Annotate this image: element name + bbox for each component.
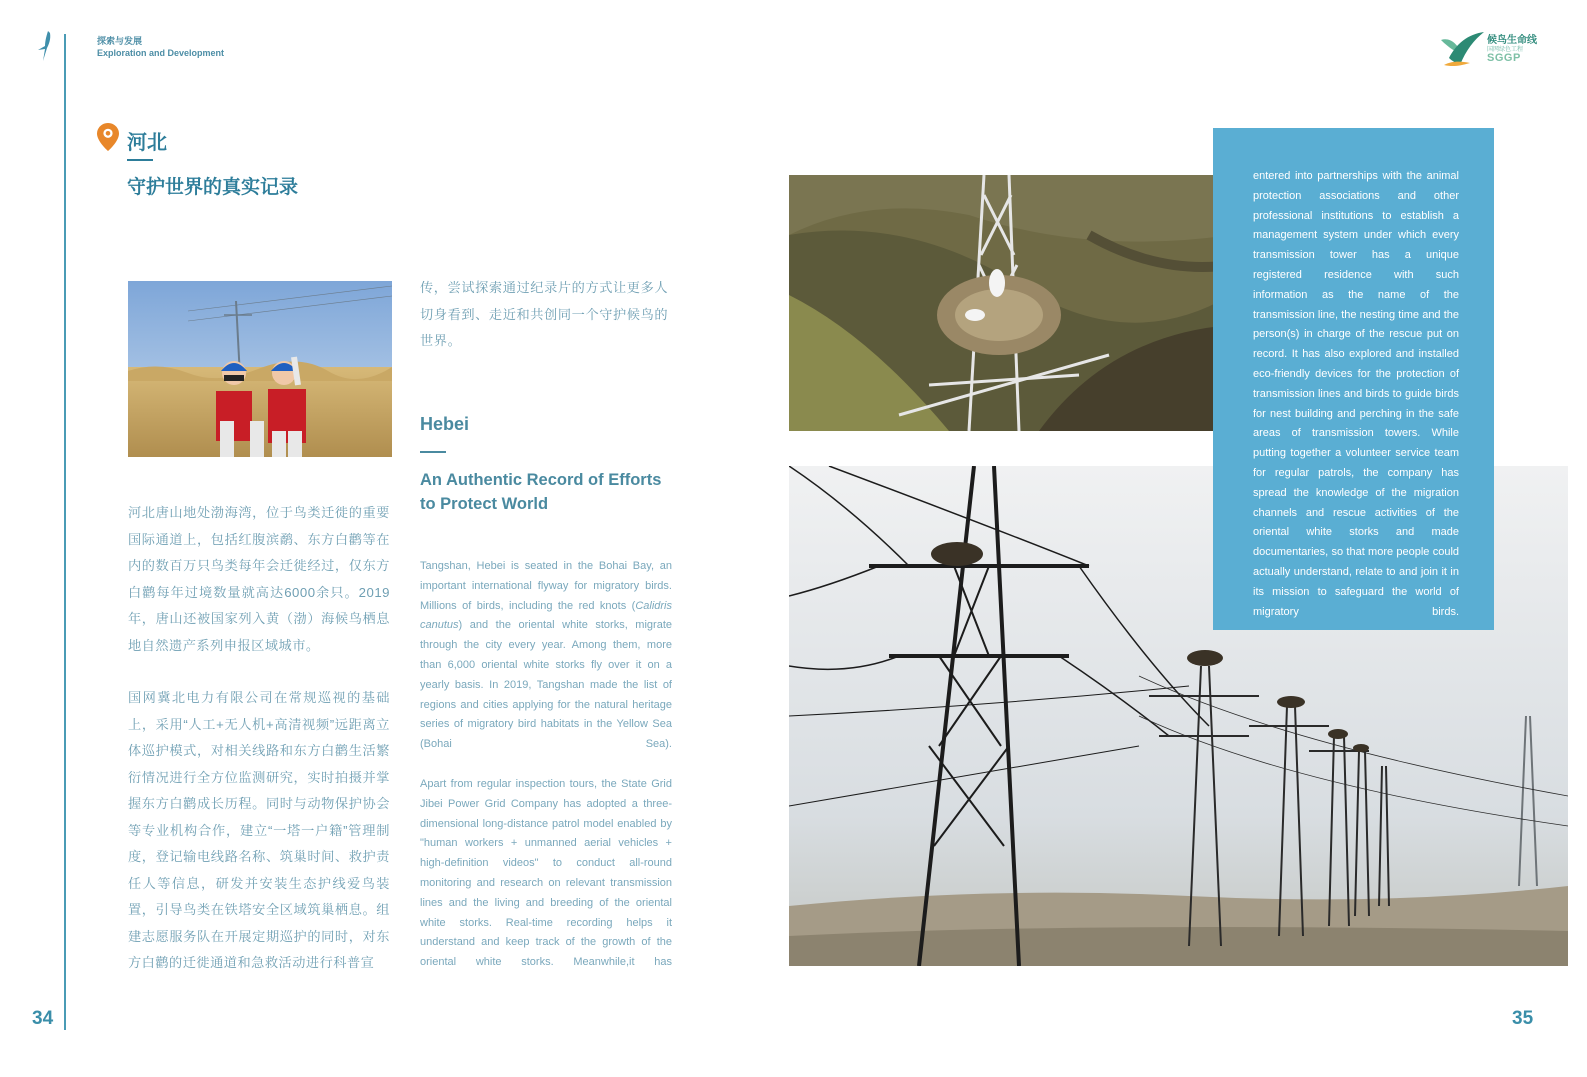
photo-workers-with-binoculars	[128, 281, 392, 457]
location-pin-icon	[96, 122, 120, 152]
logo-name-cn: 候鸟生命线	[1487, 35, 1537, 46]
paragraph-en-1-part-a: Tangshan, Hebei is seated in the Bohai Bay, an important international flyway for migratory birds. Millions of birds, including the red knots (	[420, 560, 672, 612]
panel-paragraph-en: entered into partnerships with the animal protection associations and other professional institutions to establish a management system under which every transmission tower has a unique registered residence with such information as the name of the transmission line, the nesting time and the person(s) in charge of the rescue put on record. It has also explored and installed eco-friendly devices for the protection of transmission lines and birds to guide birds for nest building and perching in the safe areas of transmission towers. While putting together a volunteer service team for regular patrols, the company has spread the knowledge of the migration channels and rescue activities of the oriental white storks and made documentaries, so that more people could actually understand, relate to and join it in its mission to safeguard the world of migratory birds.	[1253, 170, 1459, 618]
title-divider	[127, 159, 153, 161]
page-title-cn: 河北	[127, 132, 167, 154]
page-title-en: Hebei	[420, 414, 470, 434]
header-section-en: Exploration and Development	[97, 48, 225, 58]
logo-name-en: SGGP	[1487, 52, 1521, 64]
paragraph-en-1	[420, 557, 672, 755]
page-subtitle-en: An Authentic Record of Efforts to Protect World	[420, 471, 662, 513]
paragraph-en-2: Apart from regular inspection tours, the State Grid Jibei Power Grid Company has adopted a three-dimensional long-distance patrol model enabled by "human workers + unmanned aerial vehicles + high-definition videos" to conduct all-round monitoring and research on relevant transmission lines and the living and breeding of the oriental white storks. Real-time recording helps it understand and keep track of the growth of the oriental white storks. Meanwhile,it has	[420, 778, 672, 969]
paragraph-en-1-part-b: ) and the oriental white storks, migrate through the city every year. Among them, more than 6,000 oriental white storks fly over it on a yearly basis. In 2019, Tangshan made the list of regions and cities applying for the natural heritage series of migratory bird habitats in the Yellow Sea (Bohai Sea).	[420, 619, 672, 751]
species-name-italic: Calidris canutus	[420, 599, 672, 632]
page-number-right: 35	[1512, 1008, 1534, 1029]
paragraph-cn-1: 河北唐山地处渤海湾，位于鸟类迁徙的重要国际通道上，包括红腹滨鹬、东方白鹳等在内的数百万只鸟类每年会迁徙经过，仅东方白鹳每年过境数量就高达6000余只。2019年，唐山还被国家列入黄（渤）海候鸟栖息地自然遗产系列申报区域城市。	[128, 505, 390, 653]
page-margin-line	[64, 34, 66, 1030]
page-number-left: 34	[32, 1008, 54, 1029]
bird-icon	[36, 30, 56, 62]
page-subtitle-cn: 守护世界的真实记录	[127, 177, 299, 198]
paragraph-cn-2: 国网冀北电力有限公司在常规巡视的基础上，采用“人工+无人机+高清视频”远距离立体巡护模式，对相关线路和东方白鹳生活繁衍情况进行全方位监测研究，实时拍摄并掌握东方白鹳成长历程。同时与动物保护协会等专业机构合作，建立“一塔一户籍”管理制度，登记输电线路名称、筑巢时间、救护责任人等信息，研发并安装生态护线爱鸟装置，引导鸟类在铁塔安全区域筑巢栖息。组建志愿服务队在开展定期巡护的同时，对东方白鹳的迁徙通道和急救活动进行科普宣	[128, 690, 390, 970]
header-section-cn: 探索与发展	[97, 36, 143, 46]
photo-aerial-stork-nest	[789, 175, 1231, 431]
title-divider-en	[420, 451, 446, 453]
logo-tagline-cn: 国网绿色工程	[1487, 47, 1524, 53]
paragraph-cn-2-continued: 传，尝试探索通过纪录片的方式让更多人切身看到、走近和共创同一个守护候鸟的世界。	[420, 280, 669, 348]
